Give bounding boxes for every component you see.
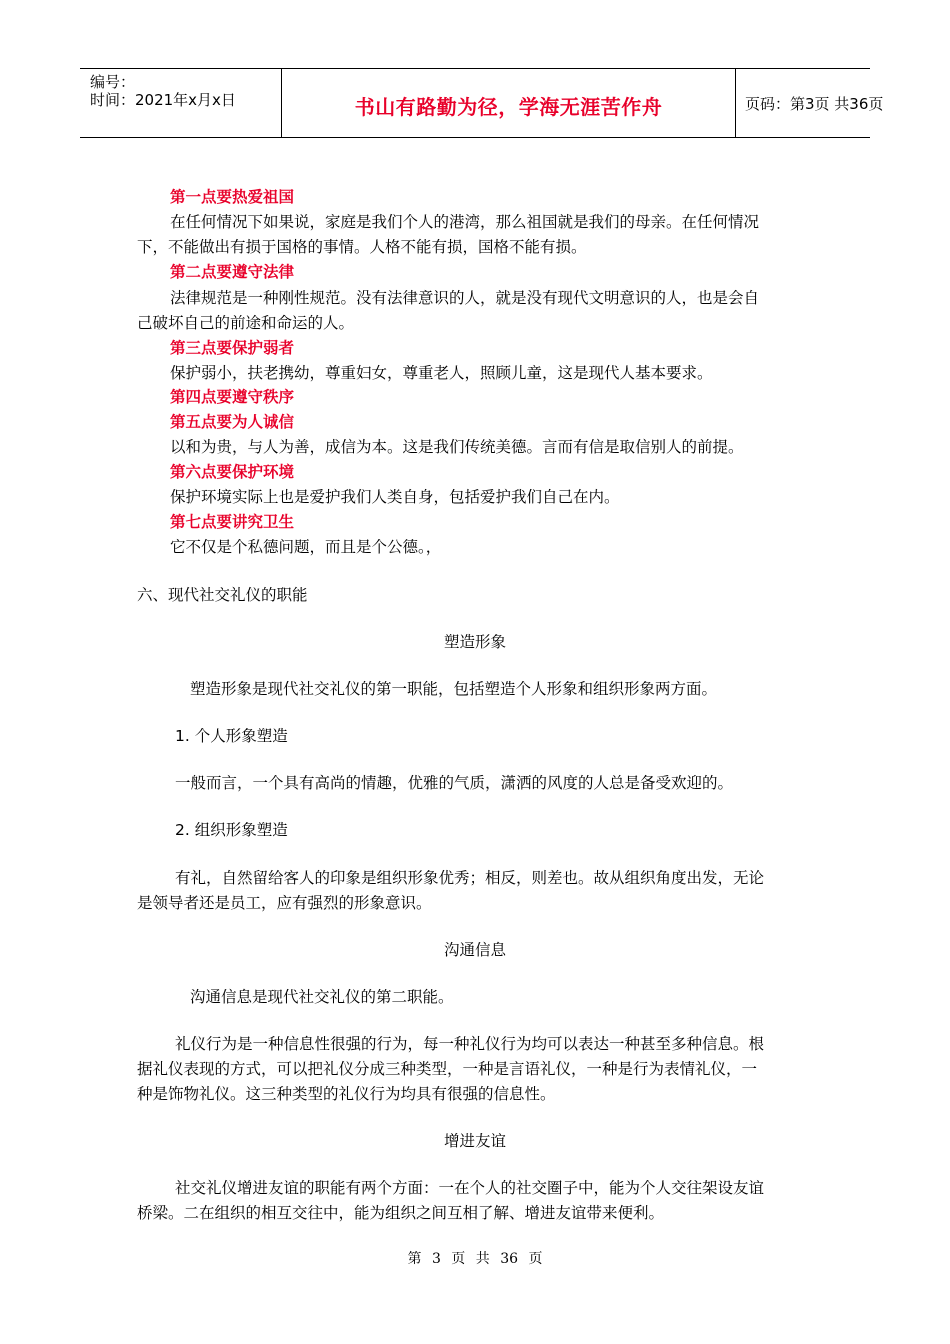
paragraph: 桥梁。二在组织的相互交往中，能为组织之间互相了解、增进友谊带来便利。 (137, 1204, 665, 1222)
point-text: 己破坏自己的前途和命运的人。 (137, 314, 355, 332)
subsection-heading: 沟通信息 (443, 941, 506, 959)
paragraph: 一般而言，一个具有高尚的情趣，优雅的气质，潇洒的风度的人总是备受欢迎的。 (175, 774, 734, 792)
point-title: 第四点要遵守秩序 (170, 388, 295, 406)
header-page-cell (735, 69, 884, 137)
header-meta-cell (80, 69, 281, 137)
header-motto-cell (281, 69, 736, 137)
subsection-heading: 塑造形象 (443, 633, 506, 651)
point-text: 以和为贵，与人为善，成信为本。这是我们传统美德。言而有信是取信别人的前提。 (170, 438, 744, 456)
paragraph: 有礼，自然留给客人的印象是组织形象优秀；相反，则差也。故从组织角度出发，无论 (175, 869, 765, 887)
paragraph: 社交礼仪增进友谊的职能有两个方面：一在个人的社交圈子中，能为个人交往架设友谊 (175, 1179, 765, 1197)
page-info: 页码：第3页 共36页 (745, 95, 884, 113)
point-title: 第五点要为人诚信 (170, 413, 295, 431)
date-line: 时间：2021年x月x日 (90, 91, 236, 109)
paragraph: 据礼仪表现的方式，可以把礼仪分成三种类型，一种是言语礼仪，一种是行为表情礼仪，一 (137, 1060, 758, 1078)
paragraph: 是领导者还是员工，应有强烈的形象意识。 (137, 894, 432, 912)
paragraph: 种是饰物礼仪。这三种类型的礼仪行为均具有很强的信息性。 (137, 1085, 556, 1103)
point-title: 第六点要保护环境 (170, 463, 295, 481)
code-label: 编号： (90, 73, 136, 91)
point-text: 保护弱小，扶老携幼，尊重妇女，尊重老人，照顾儿童，这是现代人基本要求。 (170, 364, 713, 382)
subheading: 1. 个人形象塑造 (175, 727, 288, 745)
point-text: 保护环境实际上也是爱护我们人类自身，包括爱护我们自己在内。 (170, 488, 620, 506)
point-text: 法律规范是一种刚性规范。没有法律意识的人，就是没有现代文明意识的人，也是会自 (170, 289, 760, 307)
motto: 书山有路勤为径，学海无涯苦作舟 (354, 95, 663, 119)
paragraph: 礼仪行为是一种信息性很强的行为，每一种礼仪行为均可以表达一种甚至多种信息。根 (175, 1035, 765, 1053)
subheading: 2. 组织形象塑造 (175, 821, 288, 839)
section-title: 六、现代社交礼仪的职能 (137, 586, 308, 604)
subsection-heading: 增进友谊 (443, 1132, 506, 1150)
point-text: 在任何情况下如果说，家庭是我们个人的港湾，那么祖国就是我们的母亲。在任何情况 (170, 213, 760, 231)
paragraph: 沟通信息是现代社交礼仪的第二职能。 (190, 988, 454, 1006)
point-title: 第二点要遵守法律 (170, 263, 295, 281)
page-footer: 第 3 页 共 36 页 (407, 1251, 543, 1267)
point-title: 第一点要热爱祖国 (170, 188, 295, 206)
point-text: 它不仅是个私德问题，而且是个公德。， (170, 538, 442, 556)
paragraph: 塑造形象是现代社交礼仪的第一职能，包括塑造个人形象和组织形象两方面。 (190, 680, 718, 698)
point-title: 第三点要保护弱者 (170, 339, 295, 357)
point-title: 第七点要讲究卫生 (170, 513, 295, 531)
page-header (80, 68, 884, 138)
point-text: 下，不能做出有损于国格的事情。人格不能有损，国格不能有损。 (137, 238, 587, 256)
